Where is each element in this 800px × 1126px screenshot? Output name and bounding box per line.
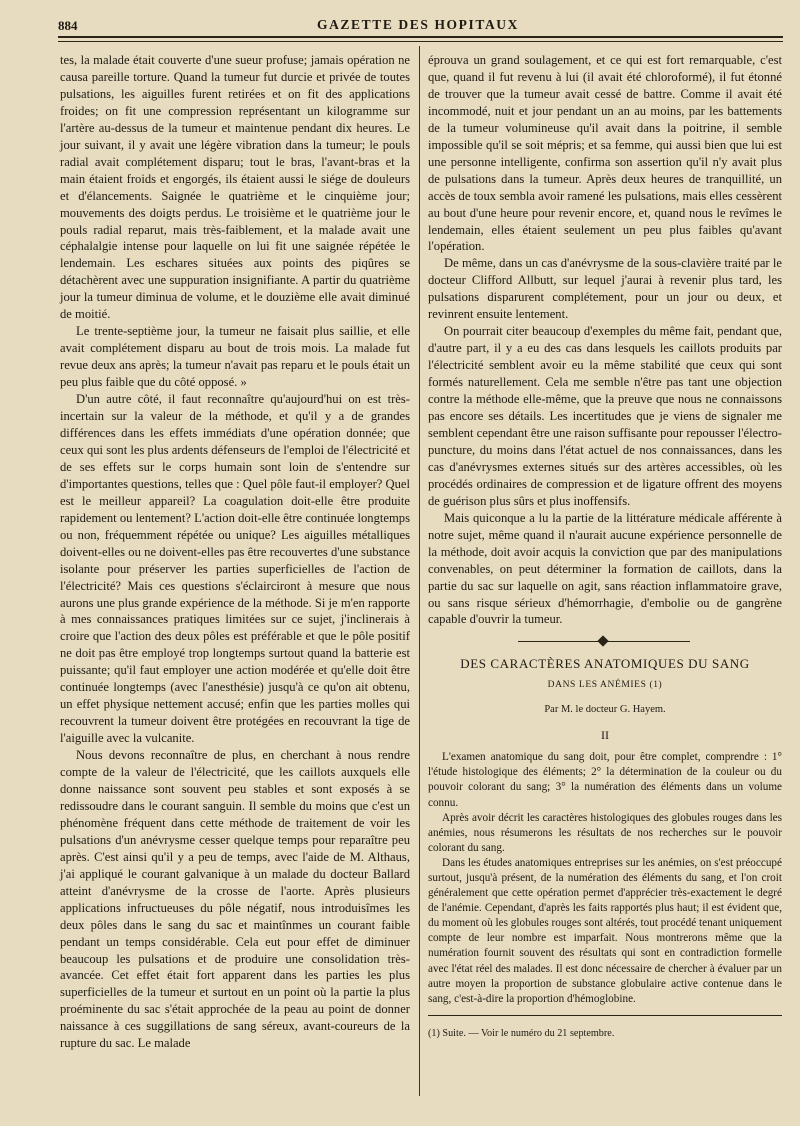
page-number: 884 xyxy=(58,18,78,33)
right-paragraph: On pourrait citer beaucoup d'exemples du même fait, pendant que, d'autre part, il y a eu des cas dans lesquels les caillots produits par l'électricité semblent avoir eu la même stabilité que ceux qui sont formés naturellement. Cela me semble n'être pas tant une objection contre la méthode elle-même, que la preuve que nous ne connaissons pas encore ses détails. Les incertitudes que je viens de signaler me semblent cependant être une raison suffisante pour repousser l'électro-puncture, du moins dans l'état actuel de nos connaissances, dans les cas d'anévrysmes externes situés sur des artères accessibles, où les procédés ordinaires de compression et de ligature offrent des moyens de guérison plus sûrs et plus inoffensifs. xyxy=(428,324,782,508)
article-body xyxy=(428,750,782,1007)
left-paragraph: Nous devons reconnaître de plus, en cherchant à nous rendre compte de la valeur de l'électricité, que les caillots auxquels elle donne naissance sont souvent peu stables et sont exposés à se redissoudre dans le courant sanguin. Il semble du moins que c'est un phénomène fréquent dans cette méthode de traitement de voir les pulsations d'un anévrysme cesser quelque temps pour reparaître peu après. C'est ainsi qu'il y a peu de temps, avec l'aide de M. Althaus, j'ai appliqué le courant galvanique à un malade du docteur Ballard atteint d'anévrysme de la crosse de l'aorte. Après plusieurs applications infructueuses du pôle négatif, nous introduisîmes les deux pôles dans le sang du sac et maintînmes un courant faible pendant un temps considérable. Cela eut pour effet de diminuer beaucoup les pulsations et de produire une consolidation très-avancée. Cet effet était fort apparent dans les parties les plus superficielles de la tumeur et surtout en un point où la partie la plus proéminente du sac s'était approchée de la peau au point de donner naissance à ces suggillations de sang séreux, avant-coureurs de la rupture du sac. Le malade xyxy=(60,748,410,1051)
header-rule xyxy=(58,36,783,38)
column-divider xyxy=(419,46,420,1096)
right-paragraph: De même, dans un cas d'anévrysme de la sous-clavière traité par le docteur Clifford Allbutt, sur lequel j'aurai à revenir plus tard, les pulsations disparurent complétement, pour un jour ou deux, et revinrent ensuite lentement. xyxy=(428,256,782,322)
right-paragraph: Mais quiconque a lu la partie de la littérature médicale afférente à notre sujet, même quand il n'aurait aucune expérience personnelle de la méthode, doit avoir acquis la conviction que par des manipulations convenables, on peut déterminer la formation de caillots, dans la partie du sac sur laquelle on agit, sans réaction inflammatoire grave, ou sans risque sérieux d'hémorrhagie, d'embolie ou de gangrène capable d'ouvrir la tumeur. xyxy=(428,510,782,627)
left-column xyxy=(60,52,410,1052)
article-paragraph: L'examen anatomique du sang doit, pour être complet, comprendre : 1° l'étude histologique des éléments; 2° la détermination de la couleur ou du pouvoir colorant du sang; 3° la numération des éléments dans un volume connu. xyxy=(428,751,782,809)
footnote: (1) Suite. — Voir le numéro du 21 septembre. xyxy=(428,1027,615,1039)
section-separator xyxy=(428,628,782,654)
footnote-rule xyxy=(428,1015,782,1016)
section-number: II xyxy=(601,728,609,743)
article-title: DES CARACTÈRES ANATOMIQUES DU SANG xyxy=(460,656,750,672)
separator-ornament xyxy=(597,636,608,647)
right-column xyxy=(428,52,782,1043)
article-paragraph: Dans les études anatomiques entreprises sur les anémies, on s'est préoccupé surtout, jusqu'à présent, de la numération des éléments du sang, et l'on croit généralement que cette opération permet d'apprécier très-exactement le degré de l'anémie. Cependant, d'après les faits rapportés plus haut; il est évident que, du moment où les globules rouges sont altérés, tout procédé tenant uniquement compte de leur nombre est imparfait. Nous montrerons même que la numération fournit souvent des résultats qui sont en contradiction formelle avec l'état réel des malades. Il est donc nécessaire de chercher à évaluer par un autre moyen la proportion de substance globulaire active contenue dans le sang, c'est-à-dire la proportion d'hémoglobine. xyxy=(428,856,782,1005)
article-subtitle: DANS LES ANÉMIES (1) xyxy=(547,680,663,691)
left-paragraph: tes, la malade était couverte d'une sueur profuse; jamais opération ne causa pareille torture. Quand la tumeur fut durcie et privée de toutes pulsations, les aiguilles furent retirées et on fit des applications froides; on fit une compression représentant un kilogramme sur l'artère au-dessus de la tumeur et maintenue pendant dix heures. Le jour suivant, il y avait une légère vibration dans la tumeur; le pouls radial avait complétement disparu; tout le bras, l'avant-bras et la main étaient froids et engorgés, ils étaient aussi le siége de douleurs et d'élancements. Saignée le quatrième et le cinquième jour; mouvements des doigts perdus. Le troisième et le quatrième jour le pouls radial reparut, mais très-faiblement, et la malade avait une céphalalgie intense pour laquelle on lui fit une saignée répétée le lendemain. Les eschares situées aux points des piqûres se détachèrent avec une suppuration insignifiante. A partir du quatrième jour la tumeur diminua de volume, et le douzième elle avait diminué de moitié. xyxy=(60,53,410,322)
left-paragraph: Le trente-septième jour, la tumeur ne faisait plus saillie, et elle avait complétement disparu au bout de trois mois. La malade fut revue deux ans après; la tumeur n'avait pas reparu et le pouls était un peu plus faible que du côté opposé. » xyxy=(60,324,410,390)
left-paragraph: D'un autre côté, il faut reconnaître qu'aujourd'hui on est très-incertain sur la valeur de la méthode, et qu'il y a de grandes différences dans les effets immédiats d'une opération donnée; que ceux qui sont les plus ardents défenseurs de l'emploi de l'électricité et de ses effets sur le corps humain sont loin de s'entendre sur d'importantes questions, telles que : Quel pôle faut-il employer? Quel est le meilleur appareil? La coagulation doit-elle être produite rapidement ou lentement? L'action doit-elle être continuée longtemps ou non, fréquemment répétée ou unique? Les aiguilles métalliques doivent-elles ou ne doivent-elles pas être recouvertes d'une substance isolante pour préserver les parties superficielles de l'action de l'électricité? Mais ces questions s'éclairciront à mesure que nous aurons une plus grande expérience de la méthode. Si je m'en rapporte à mes connaissances pratiques limitées sur ce sujet, j'inclinerais à croire que l'action des deux pôles est préférable et que le pôle positif ne doit pas être employé trop longtemps surtout quand la batterie est puissante; qu'il faut employer une action modérée et qu'elle doit être continuée longtemps (avec l'anesthésie) jusqu'à ce qu'on ait obtenu, un effet physique nettement accusé; enfin que les parties molles qui recouvrent la tumeur doivent être protégées en recouvrant la tige de l'aiguille avec la vulcanite. xyxy=(60,392,410,746)
article-paragraph: Après avoir décrit les caractères histologiques des globules rouges dans les anémies, nous résumerons les résultats de nos recherches sur le pouvoir colorant du sang. xyxy=(428,811,782,854)
right-paragraph: éprouva un grand soulagement, et ce qui est fort remarquable, c'est que, quand il fut revenu à lui (il avait été chloroformé), il fut étonné de trouver que la tumeur avait cessé de battre. Comme il avait été incommodé, nuit et jour pendant un an au moins, par les battements de la tumeur volumineuse qu'il avait dans la poitrine, il semble impossible qu'il se soit mépris; et sa femme, qui aussi bien que lui est une personne intelligente, confirma son assertion qu'il n'y avait plus de pulsations dans la tumeur. Après deux heures de tranquillité, un accès de toux sembla avoir ramené les pulsations, mais elles cessèrent au bout d'une heure pour revenir encore, et, quand nous le revîmes le lendemain, elles étaient seulement un peu plus faibles qu'avant l'opération. xyxy=(428,53,782,254)
header-rule-thin xyxy=(58,41,783,42)
journal-title: GAZETTE DES HOPITAUX xyxy=(316,17,520,32)
article-author: Par M. le docteur G. Hayem. xyxy=(544,704,666,716)
